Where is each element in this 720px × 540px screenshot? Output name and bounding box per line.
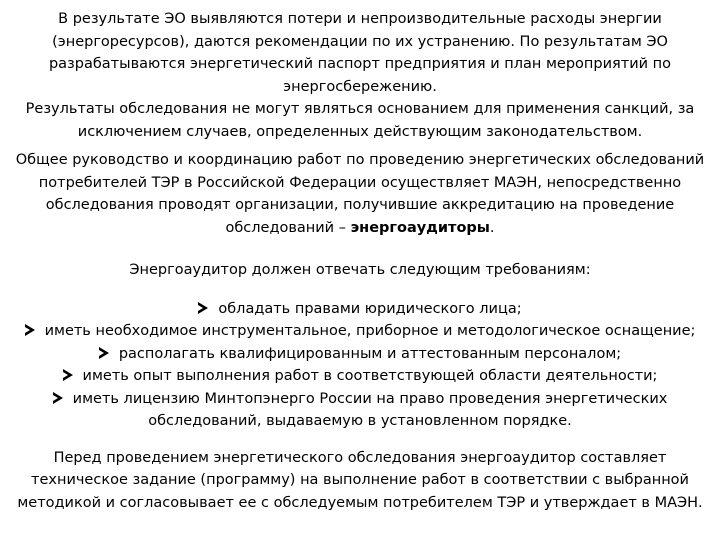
list-item — [14, 320, 706, 343]
arrow-bullet-icon — [63, 369, 73, 381]
list-item — [14, 298, 706, 321]
closing-paragraph: Перед проведением энергетического обследования энергоаудитор составляет техническое задание (программу) на выполнение работ в соответствии с выбранной методикой и согласовывает ее с обследуемым потребителем ТЭР и утверждает в МАЭН. — [17, 449, 703, 511]
list-item — [14, 343, 706, 366]
management-section — [0, 149, 720, 239]
slide-content — [0, 8, 720, 514]
requirements-list — [0, 298, 720, 433]
list-item — [14, 388, 706, 433]
intro-section — [0, 8, 720, 143]
list-item-text: иметь лицензию Минтопэнерго России на право проведения энергетических обследований, выдаваемую в установленном порядке. — [72, 390, 668, 429]
arrow-bullet-icon — [99, 347, 109, 359]
intro-paragraph: В результате ЭО выявляются потери и непроизводительные расходы энергии (энергоресурсов), даются рекомендации по их устранению. По результатам ЭО разрабатываются энергетический паспорт предприятия и план мероприятий по энергосбережению. — [48, 11, 672, 95]
arrow-bullet-icon — [198, 302, 208, 314]
list-item — [14, 365, 706, 388]
closing-section — [0, 447, 720, 515]
requirements-heading: Энергоаудитор должен отвечать следующим требованиям: — [129, 262, 591, 278]
management-end: . — [489, 219, 495, 236]
energy-auditors-term: энергоаудиторы — [350, 219, 490, 236]
list-item-text: иметь опыт выполнения работ в соответствующей области деятельности; — [82, 368, 658, 384]
list-item-text: обладать правами юридического лица; — [218, 300, 522, 317]
arrow-bullet-icon — [25, 324, 35, 336]
sanctions-paragraph: Результаты обследования не могут являться основанием для применения санкций, за исключением случаев, определенных действующим законодательством. — [25, 101, 695, 140]
requirements-heading-block — [0, 259, 720, 282]
list-item-text: иметь необходимое инструментальное, приборное и методологическое оснащение; — [44, 323, 696, 339]
list-item-text: располагать квалифицированным и аттестованным персоналом; — [118, 345, 622, 362]
arrow-bullet-icon — [53, 392, 63, 404]
management-paragraph — [10, 149, 710, 239]
management-text: Общее руководство и координацию работ по проведению энергетических обследований потребителей ТЭР в Российской Федерации осуществляет МАЭН, непосредственно обследования проводят организации, получившие аккредитацию на проведение обследований – — [15, 152, 705, 236]
